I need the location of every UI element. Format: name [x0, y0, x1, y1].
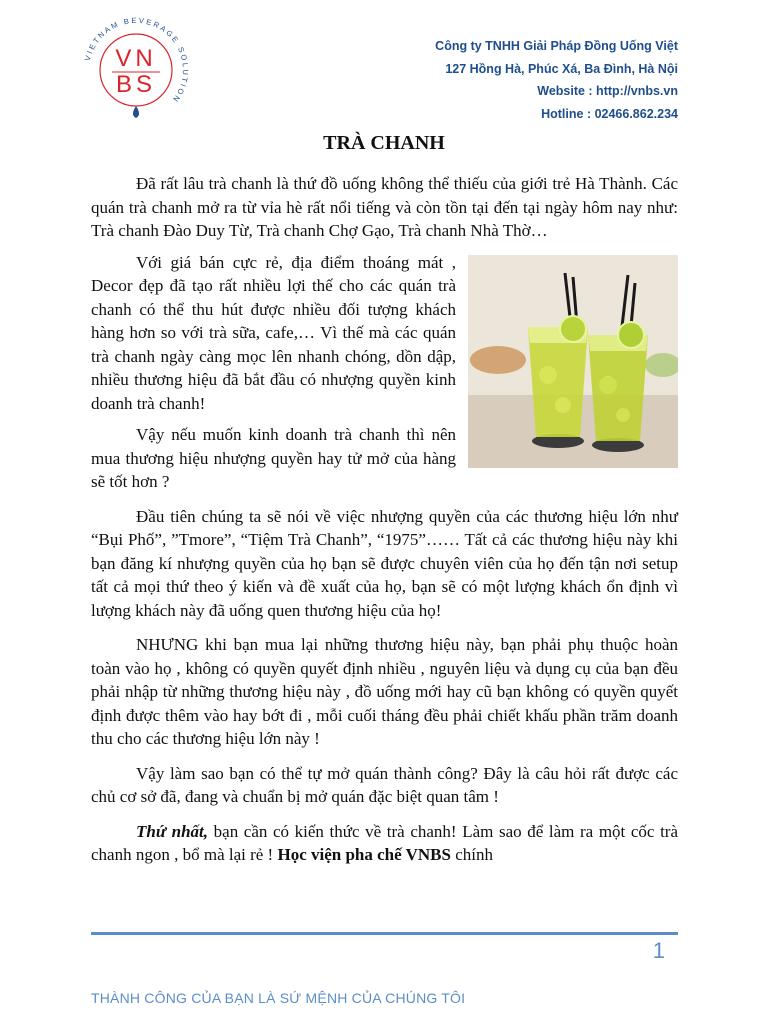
lime-tea-glasses-photo-icon — [468, 255, 678, 468]
logo-ring-text: VIETNAM BEVERAGE SOLUTION — [82, 15, 191, 106]
first-step-text: bạn cần có kiến thức về trà chanh! Làm sao để làm ra một cốc trà chanh ngon , bổ mà lại rẻ ! — [91, 821, 679, 864]
document-body — [91, 172, 678, 878]
vnbs-logo-icon — [80, 14, 192, 126]
company-name: Công ty TNHH Giải Pháp Đồng Uống Việt — [435, 39, 678, 53]
logo-letters-top: VN — [115, 45, 157, 72]
company-logo — [80, 14, 192, 126]
paragraph-question: Vậy nếu muốn kinh doanh trà chanh thì nên mua thương hiệu nhượng quyền hay tử mở của hàng sẽ tốt hơn ? — [91, 425, 456, 491]
company-info — [435, 35, 678, 125]
first-step-lead: Thứ nhất, — [136, 821, 209, 841]
company-website[interactable]: Website : http://vnbs.vn — [537, 84, 678, 98]
first-step-tail: chính — [450, 845, 493, 864]
company-address: 127 Hồng Hà, Phúc Xá, Ba Đình, Hà Nội — [445, 61, 678, 76]
paragraph-drawbacks: NHƯNG khi bạn mua lại những thương hiệu này, bạn phải phụ thuộc hoàn toàn vào họ , không có quyền quyết định nhiều , nguyên liệu và dụng cụ của bạn đều phải nhập từ những thương hiệu này , đồ uống mới hay cũ bạn không có quyền quyết định được thêm vào hay bớt đi , mỗi cuối tháng đều phải chiết khấu phần trăm doanh thu cho các thương hiệu lớn này ! — [91, 635, 678, 748]
paragraph-franchise: Đầu tiên chúng ta sẽ nói về việc nhượng quyền của các thương hiệu lớn như “Bụi Phố”, ”Tmore”, “Tiệm Trà Chanh”, “1975”…… Tất cả các thương hiệu này khi bạn đăng kí nhượng quyền của họ bạn sẽ được chuyên viên của họ đến tận nơi setup tất cả mọi thứ theo ý kiến và đề xuất của họ, bạn sẽ có một lượng khách ổn định vì lượng khách này đã uống quen thương hiệu của họ! — [91, 506, 678, 620]
first-step-academy: Học viện pha chế VNBS — [277, 845, 451, 864]
company-hotline: Hotline : 02466.862.234 — [541, 106, 678, 121]
footer-divider — [91, 932, 678, 935]
logo-letters-bottom: BS — [115, 71, 157, 98]
lime-tea-photo — [468, 255, 678, 468]
paragraph-intro: Đã rất lâu trà chanh là thứ đồ uống không thể thiếu của giới trẻ Hà Thành. Các quán trà chanh mở ra từ vỉa hè rất nổi tiếng và còn tồn tại đến tại ngày hôm nay như: Trà chanh Đào Duy Từ, Trà chanh Chợ Gạo, Trà chanh Nhà Thờ… — [91, 174, 678, 240]
document-title: TRÀ CHANH — [323, 132, 445, 154]
paragraph-how-to: Vậy làm sao bạn có thể tự mở quán thành công? Đây là câu hỏi rất được các chủ cơ sở đã, đang và chuẩn bị mở quán đặc biệt quan tâm ! — [91, 763, 678, 806]
paragraph-advantages: Với giá bán cực rẻ, địa điểm thoáng mát , Decor đẹp đã tạo rất nhiều lợi thế cho các quán trà chanh có thể thu hút được nhiều đối tượng khách hàng hơn so với trà sữa, cafe,… Vì thế mà các quán trà chanh ngày càng mọc lên nhanh chóng, dồn dập, nhiều thương hiệu đã bắt đầu có nhượng quyền kinh doanh trà chanh! — [91, 252, 456, 413]
paragraph-first-step — [91, 820, 678, 867]
page-number: 1 — [652, 938, 665, 963]
footer-slogan: THÀNH CÔNG CỦA BẠN LÀ SỨ MỆNH CỦA CHÚNG TÔI — [91, 990, 466, 1006]
water-drop-icon — [133, 106, 139, 118]
